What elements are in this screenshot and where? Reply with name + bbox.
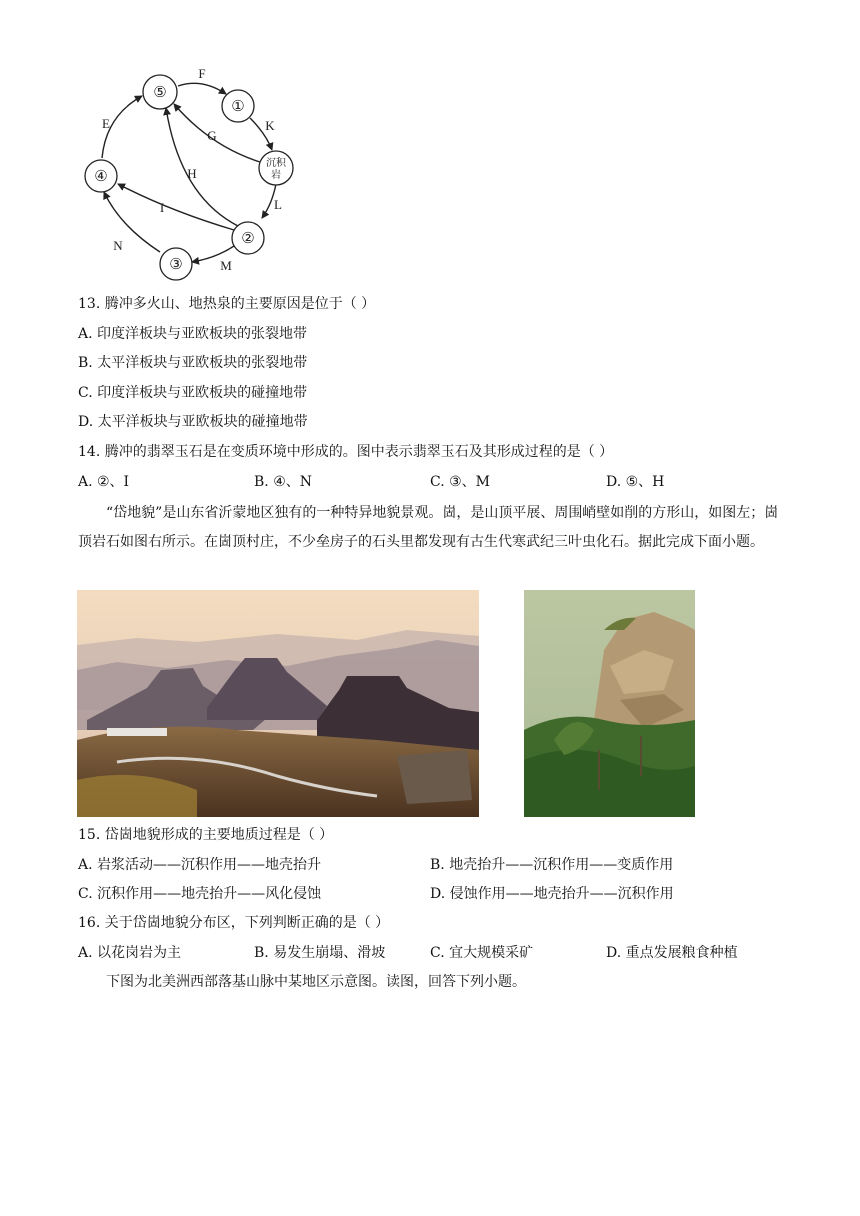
node-3-label: ③ [169,255,183,273]
q13-option-a: A. 印度洋板块与亚欧板块的张裂地带 [78,326,308,342]
q14-option-c: C. ③、M [430,474,490,490]
label-i: I [159,200,165,215]
passage-daigu: “岱地貌”是山东省沂蒙地区独有的一种特异地貌景观。崮，是山顶平展、周围峭壁如削的方形山，如图左；崮顶岩石如图右所示。在崮顶村庄，不少垒房子的石头里都发现有古生代寒武纪三叶虫化石。据此完成下面小题。 [78,505,779,550]
q13-option-b: B. 太平洋板块与亚欧板块的张裂地带 [78,355,308,371]
label-l: L [274,197,282,212]
photo-mesa-landscape [77,590,479,817]
node-sedimentary-label-1: 沉积 [266,158,286,169]
q15-option-c: C. 沉积作用——地壳抬升——风化侵蚀 [78,886,322,902]
node-2-label: ② [241,229,255,247]
passage-rocky-mountains: 下图为北美洲西部落基山脉中某地区示意图。读图，回答下列小题。 [106,974,526,990]
photo-rock-peak [524,590,695,817]
label-m: M [220,258,232,273]
node-5-label: ⑤ [153,83,167,101]
node-1-label: ① [231,97,245,115]
q15-option-a: A. 岩浆活动——沉积作用——地壳抬升 [78,857,322,873]
q16-stem: 16. 关于岱崮地貌分布区，下列判断正确的是（ ） [78,915,390,931]
q14-option-a: A. ②、I [78,474,130,490]
q16-option-a: A. 以花岗岩为主 [78,945,182,961]
node-sedimentary-label-2: 岩 [271,170,281,181]
q15-option-d: D. 侵蚀作用——地壳抬升——沉积作用 [430,886,674,902]
q13-stem: 13. 腾冲多火山、地热泉的主要原因是位于（ ） [78,296,376,312]
q13-option-c: C. 印度洋板块与亚欧板块的碰撞地带 [78,385,308,401]
q14-option-d: D. ⑤、H [606,474,665,490]
node-4-label: ④ [94,167,108,185]
label-f: F [198,66,206,81]
label-k: K [265,118,275,133]
label-n: N [113,238,123,253]
arrow-f [178,83,226,94]
arrow-i [118,184,234,230]
q15-stem: 15. 岱崮地貌形成的主要地质过程是（ ） [78,827,334,843]
q13-option-d: D. 太平洋板块与亚欧板块的碰撞地带 [78,414,308,430]
q16-option-b: B. 易发生崩塌、滑坡 [254,945,386,961]
rock-cycle-diagram [80,66,310,281]
q16-option-c: C. 宜大规模采矿 [430,945,534,961]
arrow-h [166,108,238,226]
q15-option-b: B. 地壳抬升——沉积作用——变质作用 [430,857,674,873]
label-g: G [207,128,217,143]
q16-option-d: D. 重点发展粮食种植 [606,945,738,961]
label-e: E [102,116,110,131]
q14-option-b: B. ④、N [254,474,312,490]
label-h: H [187,166,197,181]
q14-stem: 14. 腾冲的翡翠玉石是在变质环境中形成的。图中表示翡翠玉石及其形成过程的是（ ） [78,444,614,460]
